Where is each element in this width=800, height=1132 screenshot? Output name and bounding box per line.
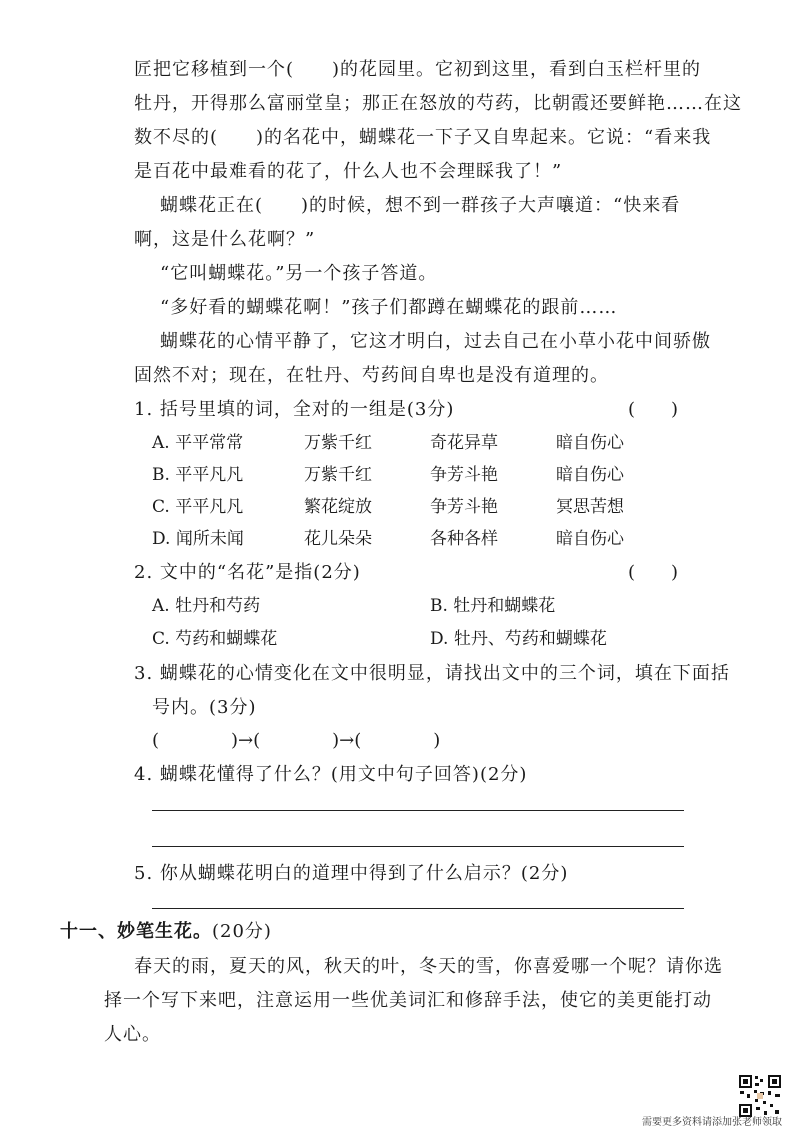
section-11-prompt-line: 人心。 [104, 1024, 161, 1045]
q2-option-a[interactable]: A. 牡丹和芍药 [152, 596, 261, 616]
passage-line: 数不尽的( )的名花中，蝴蝶花一下子又自卑起来。它说：“看来我 [134, 127, 712, 148]
footer-note: 需要更多资料请添加张老师领取 [642, 1117, 782, 1128]
q4-stem: 4. 蝴蝶花懂得了什么？(用文中句子回答)(2分) [134, 764, 528, 785]
q1-option-b-word: 争芳斗艳 [430, 465, 498, 485]
passage-line: “多好看的蝴蝶花啊！”孩子们都蹲在蝴蝶花的跟前…… [160, 297, 618, 318]
section-11-heading [60, 920, 272, 944]
passage-line: 蝴蝶花正在( )的时候，想不到一群孩子大声嚷道：“快来看 [160, 195, 681, 216]
section-11-prompt-line: 春天的雨，夏天的风，秋天的叶，冬天的雪，你喜爱哪一个呢？请你选 [134, 956, 723, 977]
q2-option-d[interactable]: D. 牡丹、芍药和蝴蝶花 [430, 629, 607, 649]
q3-blanks[interactable]: ( )→( )→( ) [152, 730, 441, 751]
passage-line: 固然不对；现在，在牡丹、芍药间自卑也是没有道理的。 [134, 365, 609, 386]
q4-answer-line[interactable] [152, 846, 684, 847]
q2-option-b[interactable]: B. 牡丹和蝴蝶花 [430, 596, 556, 616]
section-11-prompt-line: 择一个写下来吧，注意运用一些优美词汇和修辞手法，使它的美更能打动 [104, 990, 712, 1011]
passage-line: 啊，这是什么花啊？” [134, 229, 316, 250]
q1-option-c-word: 争芳斗艳 [430, 497, 498, 517]
passage-line: “它叫蝴蝶花。”另一个孩子答道。 [160, 263, 438, 284]
q1-option-d-word: 暗自伤心 [556, 529, 624, 549]
q1-stem: 1. 括号里填的词，全对的一组是(3分) [134, 399, 455, 420]
q1-option-c-word: 冥思苦想 [556, 497, 624, 517]
q2-option-c[interactable]: C. 芍药和蝴蝶花 [152, 629, 278, 649]
q4-answer-line[interactable] [152, 810, 684, 811]
q5-stem: 5. 你从蝴蝶花明白的道理中得到了什么启示？(2分) [134, 863, 569, 884]
q1-option-b-word: 万紫千红 [304, 465, 372, 485]
q1-option-b-label[interactable]: B. 平平凡凡 [152, 465, 244, 485]
passage-line: 蝴蝶花的心情平静了，它这才明白，过去自己在小草小花中间骄傲 [160, 331, 711, 352]
q1-option-b-word: 暗自伤心 [556, 465, 624, 485]
q1-option-d-label[interactable]: D. 闻所未闻 [152, 529, 244, 549]
section-11-score: (20分) [212, 921, 272, 942]
passage-line: 匠把它移植到一个( )的花园里。它初到这里，看到白玉栏杆里的 [134, 59, 702, 80]
q5-answer-line[interactable] [152, 908, 684, 909]
passage-line: 牡丹，开得那么富丽堂皇；那正在怒放的芍药，比朝霞还要鲜艳……在这 [134, 93, 742, 114]
q3-stem: 3. 蝴蝶花的心情变化在文中很明显，请找出文中的三个词，填在下面括 [134, 663, 730, 684]
q1-option-a-word: 万紫千红 [304, 433, 372, 453]
q1-option-a-label[interactable]: A. 平平常常 [152, 433, 244, 453]
q3-stem-cont: 号内。(3分) [152, 697, 257, 718]
q1-option-a-word: 暗自伤心 [556, 433, 624, 453]
q1-option-a-word: 奇花异草 [430, 433, 498, 453]
q2-answer-blank[interactable]: ( ) [628, 562, 679, 583]
q1-answer-blank[interactable]: ( ) [628, 399, 679, 420]
q1-option-c-word: 繁花绽放 [304, 497, 372, 517]
q1-option-c-label[interactable]: C. 平平凡凡 [152, 497, 244, 517]
q2-stem: 2. 文中的“名花”是指(2分) [134, 562, 361, 583]
q1-option-d-word: 各种各样 [430, 529, 498, 549]
passage-line: 是百花中最难看的花了，什么人也不会理睬我了！” [134, 161, 563, 182]
qr-code-icon[interactable] [738, 1074, 782, 1118]
section-11-title: 十一、妙笔生花。 [60, 921, 212, 942]
q1-option-d-word: 花儿朵朵 [304, 529, 372, 549]
